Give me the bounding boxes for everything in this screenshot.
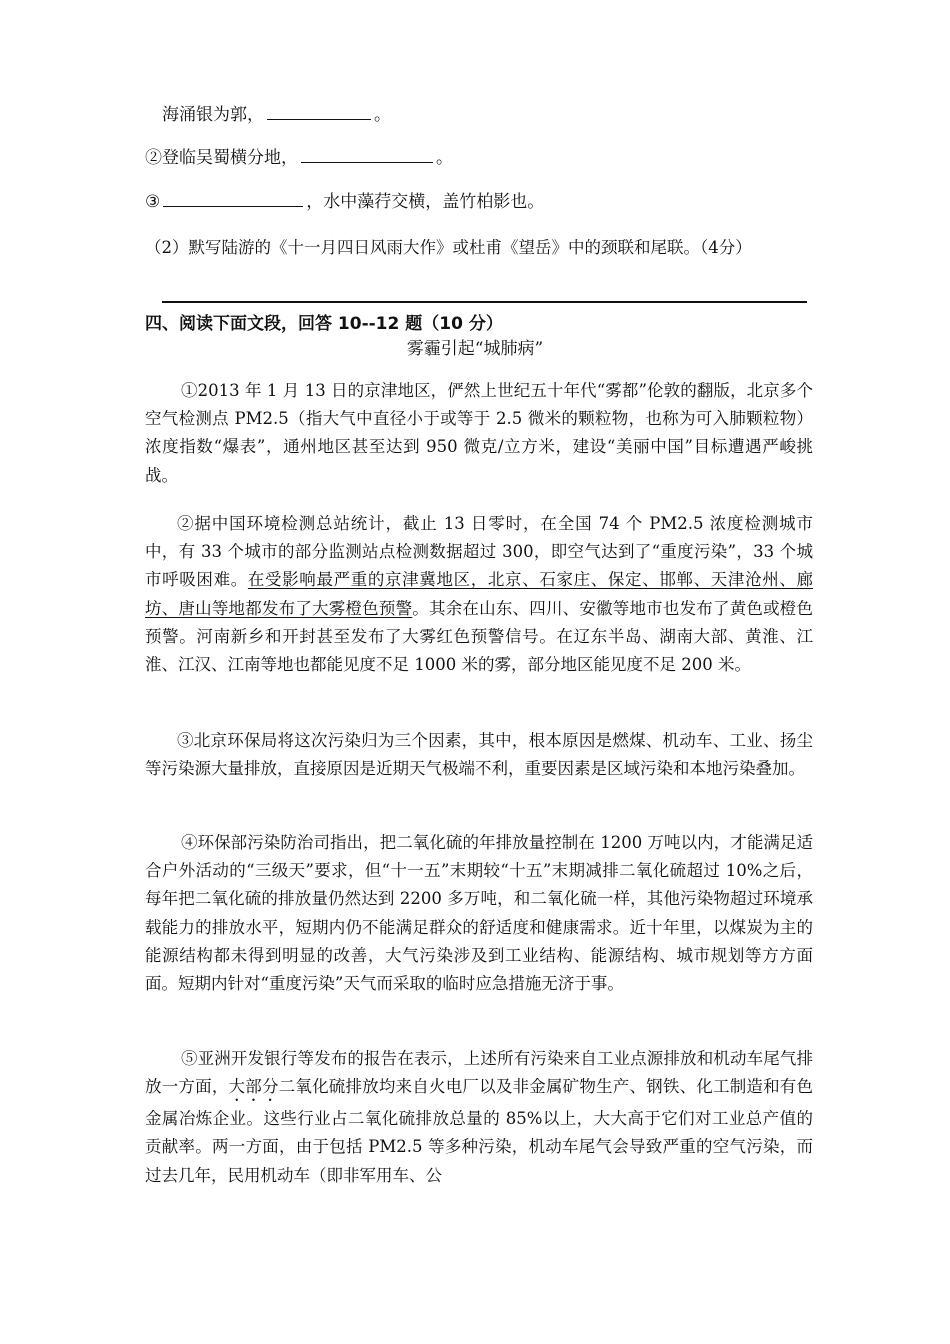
section-heading: 四、阅读下面文段，回答 10--12 题（10 分） — [145, 314, 503, 334]
line-2-end: 。 — [436, 148, 453, 168]
paragraph-3: ③北京环保局将这次污染归为三个因素，其中，根本原因是燃煤、机动车、工业、扬尘等污染源大量排放，直接原因是近期天气极端不利，重要因素是区域污染和本地污染叠加。 — [145, 731, 813, 779]
paragraph-1: ①2013 年 1 月 13 日的京津地区，俨然上世纪五十年代“雾都”伦敦的翻版，北京多个空气检测点 PM2.5（指大气中直径小于或等于 2.5 微米的颗粒物，也称为可入肺颗粒物）浓度指数“爆表”，通州地区甚至达到 950 微克/立方米，建设“美丽中国”目标遭遇严峻挑战。 — [145, 381, 813, 485]
answer-line[interactable] — [162, 301, 807, 303]
question-2: （2）默写陆游的《十一月四日风雨大作》或杜甫《望岳》中的颈联和尾联。（4分） — [145, 238, 752, 257]
paragraph-5-dotted: 大部分 — [228, 1077, 279, 1097]
fill-blank-line-3 — [145, 191, 544, 213]
fill-blank-line-2 — [145, 147, 453, 169]
answer-blank-3[interactable] — [163, 192, 303, 207]
paragraph-2-text-b: 。其余在山东、四川、安徽等地市也发布了黄色或橙色预警。河南新乡和开封甚至发布了大雾红色预警信号。在辽东半岛、湖南大部、黄淮、江淮、江汉、江南等地也都能见度不足 1000 米的雾，部分地区能见度不足 200 米。 — [145, 598, 814, 675]
line-3-start: ③ — [145, 192, 161, 212]
line-1-end: 。 — [374, 105, 391, 125]
paragraph-5-text-b: 二氧化硫排放均来自火电厂以及非金属矿物生产、钢铁、化工制造和有色金属冶炼企业。这些行业占二氧化硫排放总量的 85%以上，大大高于它们对工业总产值的贡献率。两一方面，由于包括 PM2.5 等多种污染，机动车尾气会导致严重的空气污染，而过去几年，民用机动车（即非军用车、公 — [145, 1077, 814, 1185]
paragraph-2-text-a: ②据中国环境检测总站统计，截止 13 日零时，在全国 74 个 PM2.5 浓度检测城市中，有 33 个城市的部分监测站点检测数据超过 300，即空气达到了“重度污染”，33 个城市呼吸困难。 — [145, 514, 813, 590]
article-title: 雾霾引起“城肺病” — [406, 339, 544, 359]
paragraph-5-text-a: ⑤亚洲开发银行等发布的报告在表示，上述所有污染来自工业点源排放和机动车尾气排放一方面， — [145, 1049, 813, 1097]
line-1-text: 海涌银为郭， — [162, 105, 264, 125]
fill-blank-line-1 — [162, 104, 391, 126]
paragraph-4: ④环保部污染防治司指出，把二氧化硫的年排放量控制在 1200 万吨以内，才能满足适合户外活动的“三级天”要求，但“十一五”末期较“十五”末期减排二氧化硫超过 10%之后，每年把二氧化硫的排放量仍然达到 2200 多万吨，和二氧化硫一样，其他污染物超过环境承载能力的排放水平，短期内仍不能满足群众的舒适度和健康需求。近十年里，以煤炭为主的能源结构都未得到明显的改善，大气污染涉及到工业结构、能源结构、城市规划等方方面面。短期内针对“重度污染”天气而采取的临时应急措施无济于事。 — [145, 833, 813, 994]
line-2-text: ②登临吴蜀横分地， — [145, 148, 298, 168]
paragraph-2 — [145, 510, 813, 679]
answer-blank-1[interactable] — [267, 105, 371, 120]
answer-blank-2[interactable] — [301, 148, 433, 163]
paragraph-5 — [145, 1045, 813, 1190]
line-3-text: ，水中藻荇交横，盖竹柏影也。 — [306, 192, 545, 212]
paragraph-2-underlined: 在受影响最严重的京津冀地区，北京、石家庄、保定、邯郸、天津沧州、廊坊、唐山等地都发布了大雾橙色预警 — [145, 570, 814, 618]
